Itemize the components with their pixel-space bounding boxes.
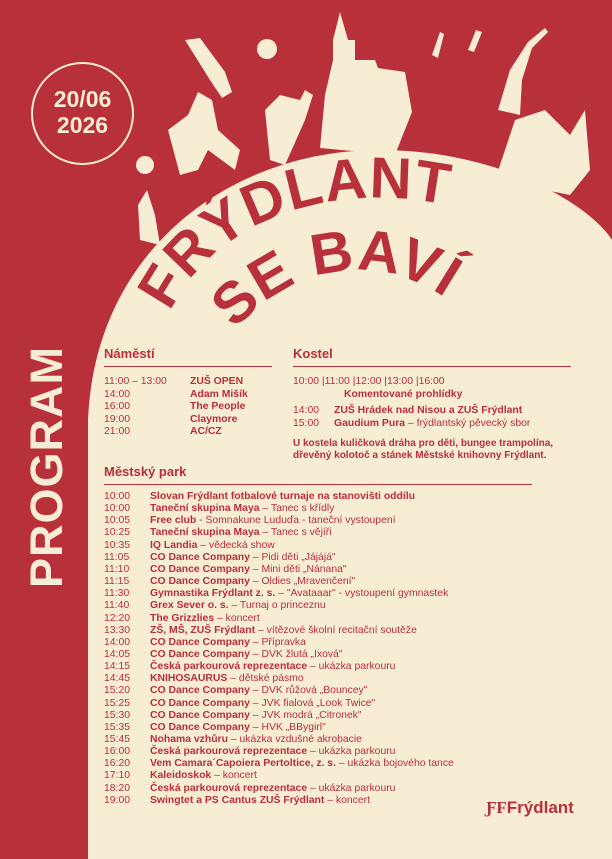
row-time: 18:20 xyxy=(104,782,131,794)
row-time: 15:00 xyxy=(293,417,320,429)
row-name: CO Dance Company xyxy=(150,685,250,697)
row-time: 14:45 xyxy=(104,673,131,685)
row-name: CO Dance Company xyxy=(150,563,250,575)
row-time: 17:10 xyxy=(104,770,131,782)
row-desc: – ukázka bojového tance xyxy=(335,758,454,770)
row-time: 10:35 xyxy=(104,539,131,551)
kostel-heading: Kostel xyxy=(293,346,333,361)
row-name: AC/CZ xyxy=(190,426,222,438)
row-time: 15:30 xyxy=(104,709,131,721)
row-time: 12:20 xyxy=(104,612,131,624)
row-desc: – Tanec s křídly xyxy=(259,503,335,515)
row-time: 10:00 xyxy=(104,491,131,502)
row-time: 14:00 xyxy=(104,636,131,648)
row-desc: – vítězové školní recitační soutěže xyxy=(255,624,417,636)
row-time: 11:30 xyxy=(104,588,130,600)
namesti-rule xyxy=(104,366,272,367)
row-time: 10:05 xyxy=(104,515,131,527)
row-name: Česká parkourová reprezentace xyxy=(150,661,308,673)
row-desc: – "Avataaar" - vystoupení gymnastek xyxy=(275,588,449,600)
row-name: Kaleidoskok xyxy=(150,770,212,782)
row-desc: – DVK růžová „Bouncey" xyxy=(249,685,368,697)
row-desc: – ukázka parkouru xyxy=(307,746,396,758)
frydlant-logo xyxy=(486,798,574,818)
row-time: 11:40 xyxy=(104,600,130,612)
row-name: CO Dance Company xyxy=(150,551,250,563)
row-name: CO Dance Company xyxy=(150,648,250,660)
title-line2: SE BAVÍ xyxy=(198,217,474,339)
logo-mark-icon: ƑF xyxy=(486,798,507,817)
row-time: 15:20 xyxy=(104,685,131,697)
row-name: Česká parkourová reprezentace xyxy=(150,746,308,758)
row-desc: – Oldies „Mravenčení" xyxy=(249,576,356,588)
row-name: CO Dance Company xyxy=(150,709,250,721)
row-name: ZUŠ Hrádek nad Nisou a ZUŠ Frýdlant xyxy=(334,405,523,416)
row-time: 15:45 xyxy=(104,734,131,745)
row-time: 19:00 xyxy=(104,794,131,806)
row-name: Claymore xyxy=(190,413,238,425)
row-time: 11:05 xyxy=(104,551,130,563)
row-time: 16:20 xyxy=(104,758,131,770)
row-desc: – koncert xyxy=(211,770,257,782)
row-desc: – Přípravka xyxy=(249,636,306,648)
park-heading: Městský park xyxy=(104,464,187,479)
row-desc: – Turnaj o princeznu xyxy=(228,600,326,612)
row-time: 11:15 xyxy=(104,576,130,588)
row-time: 14:05 xyxy=(104,648,131,660)
row-time: 14:00 xyxy=(104,388,131,400)
row-desc: - Somnakune Luduďa - taneční vystoupení xyxy=(196,515,396,527)
row-name: Česká parkourová reprezentace xyxy=(150,782,308,794)
kostel-tours: Komentované prohlídky xyxy=(344,389,463,400)
row-time: 16:00 xyxy=(104,746,131,758)
row-desc: – ukázka vzdušné akrobacie xyxy=(227,734,362,745)
row-time: 10:00 xyxy=(104,503,131,515)
kostel-note: U kostela kuličková dráha pro děti, bungee trampolína, dřevěný kolotoč a stánek Městské knihovny Frýdlant. xyxy=(293,438,554,461)
row-name: IQ Landia xyxy=(150,539,198,551)
row-name: CO Dance Company xyxy=(150,721,250,733)
row-time: 14:15 xyxy=(104,661,131,673)
logo-text: Frýdlant xyxy=(506,798,574,817)
row-time: 11:10 xyxy=(104,563,130,575)
row-desc: – Mini děti „Nánana" xyxy=(249,563,347,575)
kostel-times: 10:00 |11:00 |12:00 |13:00 |16:00 xyxy=(293,376,445,387)
row-name: KNIHOSAURUS xyxy=(150,673,228,685)
row-time: 21:00 xyxy=(104,426,131,438)
row-time: 14:00 xyxy=(293,405,320,416)
row-time: 11:00 – 13:00 xyxy=(104,376,167,387)
row-name: Slovan Frýdlant fotbalové turnaje na stanovišti oddílu xyxy=(150,491,415,502)
row-time: 19:00 xyxy=(104,413,131,425)
title-line1: FRÝDLANT xyxy=(125,145,457,319)
row-name: Free club xyxy=(150,515,197,527)
row-name: CO Dance Company xyxy=(150,636,250,648)
row-desc: – frýdlantský pěvecký sbor xyxy=(405,417,531,429)
row-desc: – DVK žlutá „Ixová" xyxy=(249,648,343,660)
row-time: 15:25 xyxy=(104,697,131,709)
row-desc: – Pidi děti „Jájájá" xyxy=(249,551,336,563)
row-name: Taneční skupina Maya xyxy=(150,527,260,539)
row-name: Adam Mišík xyxy=(190,388,248,400)
row-desc: – ukázka parkouru xyxy=(307,782,396,794)
row-desc: – Tanec s vějíři xyxy=(259,527,332,539)
date-line1: 20/06 xyxy=(53,86,112,112)
row-name: Vem Camara´Capoiera Pertoltice, z. s. xyxy=(150,758,336,770)
row-name: Grex Sever o. s. xyxy=(150,600,229,612)
row-desc: – koncert xyxy=(214,612,260,624)
row-name: Swingtet a PS Cantus ZUŠ Frýdlant xyxy=(150,794,325,806)
row-name: ZŠ, MŠ, ZUŠ Frýdlant xyxy=(150,624,256,636)
row-desc: – koncert xyxy=(324,794,370,806)
row-time: 15:35 xyxy=(104,721,131,733)
row-time: 10:25 xyxy=(104,527,131,539)
row-name: Taneční skupina Maya xyxy=(150,503,260,515)
row-name: The Grizzlies xyxy=(150,612,215,624)
row-name: The People xyxy=(190,401,246,413)
row-name: CO Dance Company xyxy=(150,576,250,588)
row-desc: – ukázka parkouru xyxy=(307,661,396,673)
row-desc: – JVK modrá „Citronek" xyxy=(249,709,362,721)
row-time: 16:00 xyxy=(104,401,131,413)
kostel-rule xyxy=(293,366,571,367)
row-name: ZUŠ OPEN xyxy=(190,376,244,387)
row-time: 13:30 xyxy=(104,624,131,636)
date-line2: 2026 xyxy=(56,112,109,138)
row-desc: – HVK „BBygirl" xyxy=(249,721,326,733)
row-name: CO Dance Company xyxy=(150,697,250,709)
namesti-heading: Náměstí xyxy=(104,346,155,361)
row-name: Nohama vzhůru xyxy=(150,734,228,745)
row-name: Gymnastika Frýdlant z. s. xyxy=(150,588,276,600)
row-desc: – JVK fialová „Look Twice" xyxy=(249,697,376,709)
side-label: PROGRAM xyxy=(21,346,72,588)
park-rule xyxy=(104,484,532,485)
row-name: Gaudium Pura xyxy=(334,417,406,429)
row-desc: – vědecká show xyxy=(197,539,275,551)
row-desc: – dětské pásmo xyxy=(227,673,304,685)
